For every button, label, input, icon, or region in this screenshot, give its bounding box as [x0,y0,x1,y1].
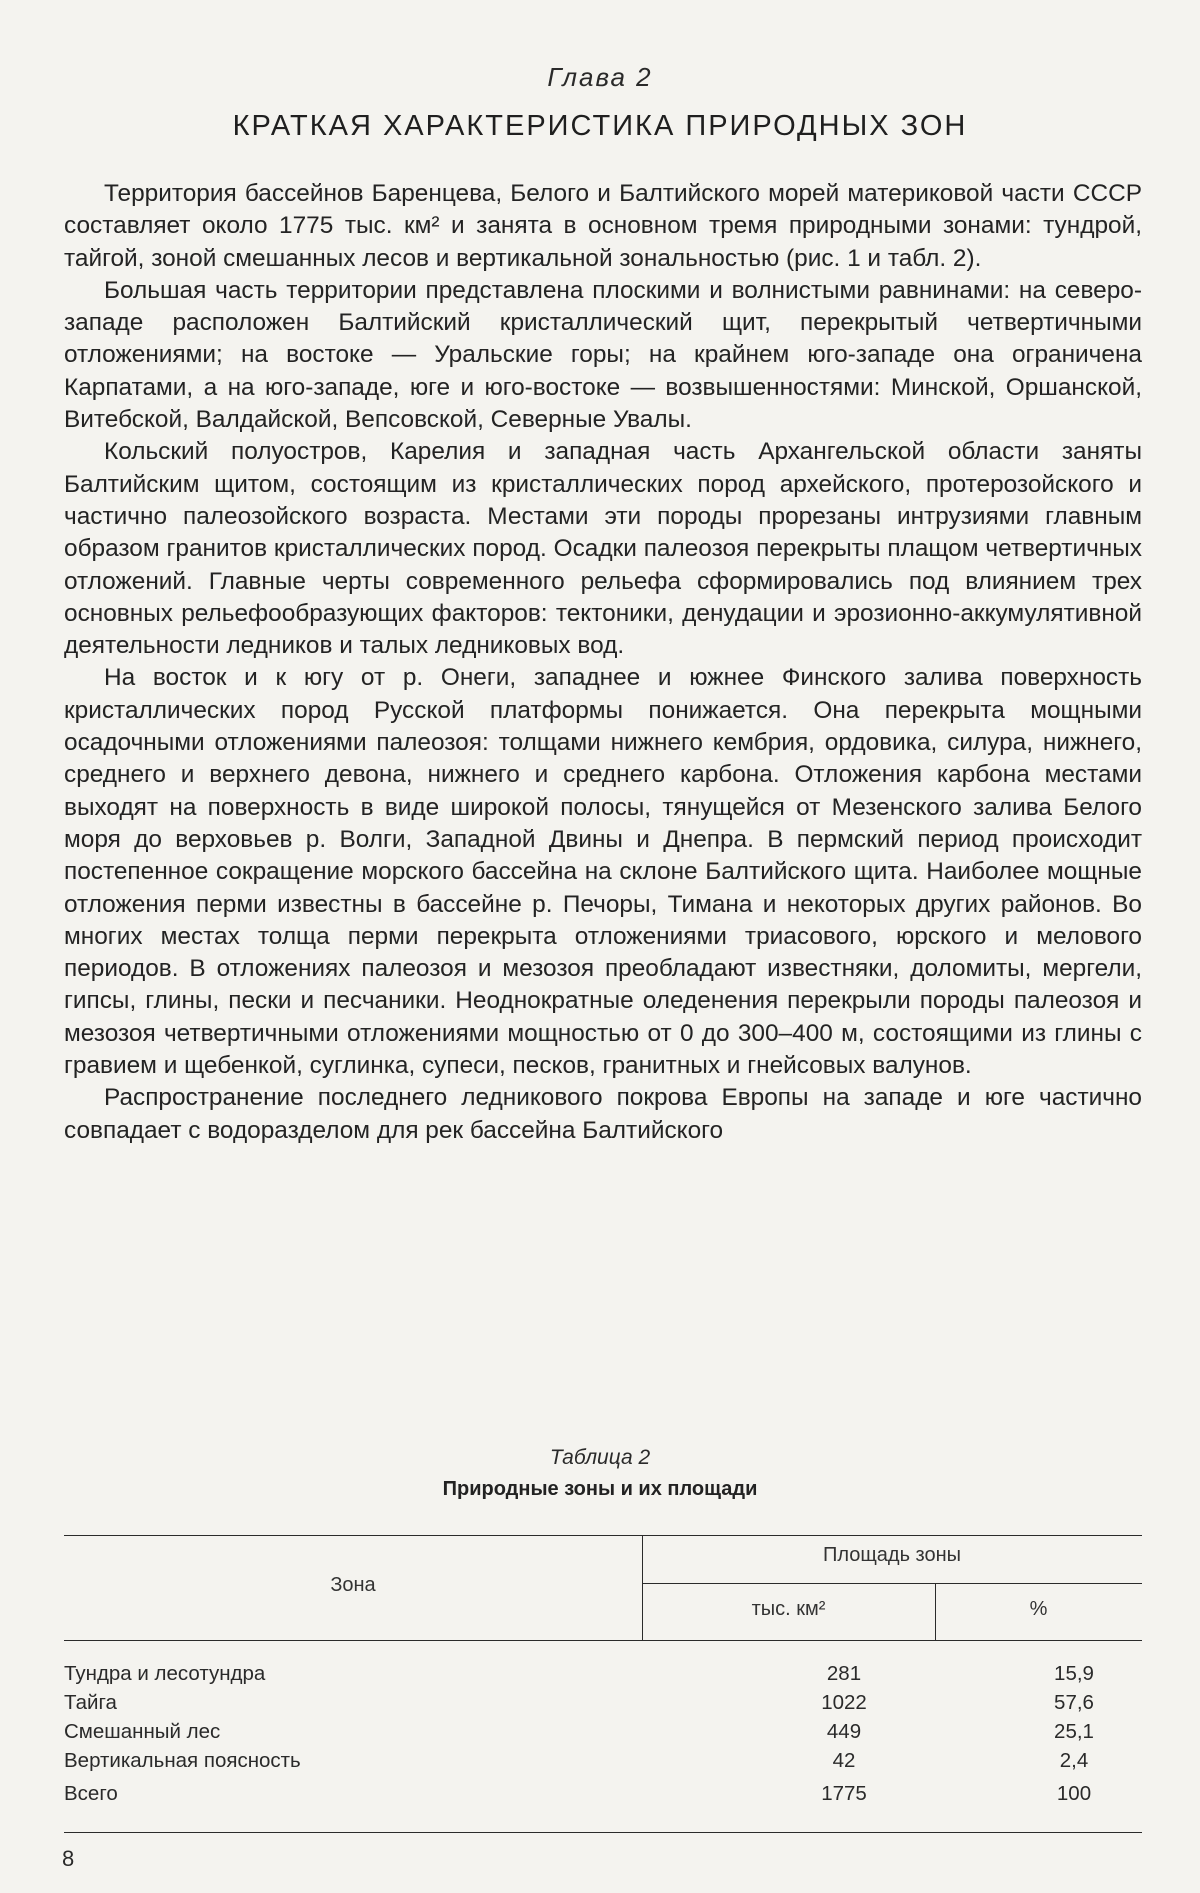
cell-percent: 57,6 [1054,1691,1094,1714]
cell-area: 1775 [821,1782,867,1805]
cell-area: 1022 [821,1691,867,1714]
cell-percent: 15,9 [1054,1662,1094,1685]
cell-zone: Тайга [64,1691,117,1714]
header-percent: % [1029,1598,1048,1620]
table-row [64,1749,1142,1778]
table-caption: Таблица 2 [549,1446,651,1469]
header-area-group: Площадь зоны [822,1544,962,1566]
cell-zone: Всего [64,1782,118,1805]
page-number: 8 [62,1846,75,1871]
cell-percent: 2,4 [1059,1749,1089,1772]
table-title: Природные зоны и их площади [442,1478,758,1500]
cell-percent: 100 [1056,1782,1092,1805]
paragraph: На восток и к югу от р. Онеги, западнее и южнее Финского залива поверхность кристаллических пород Русской платформы понижается. Она перекрыта мощными осадочными отложениями палеозоя: толщами нижнего кембрия, ордовика, силура, нижнего, среднего и верхнего девона, нижнего и среднего карбона. Отложения карбона местами выходят на поверхность в виде широкой полосы, тянущейся от Мезенского залива Белого моря до верховьев р. Волги, Западной Двины и Днепра. В пермский период происходит постепенное сокращение морского бассейна на склоне Балтийского щита. Наиболее мощные отложения перми известны в бассейне р. Печоры, Тимана и некоторых других районов. Во многих местах толща перми перекрыта отложениями триасового, юрского и мелового периодов. В отложениях палеозоя и мезозоя преобладают известняки, доломиты, мергели, гипсы, глины, пески и песчаники. Неоднократные оледенения перекрыли породы палеозоя и мезозоя четвертичными отложениями мощностью от 0 до 300–400 м, состоящими из глины с гравием и щебенкой, суглинка, супеси, песков, гранитных и гнейсовых валунов. [64,664,1142,1080]
table-group-rule [642,1583,1142,1584]
table-row-total [64,1782,1142,1811]
table-top-rule [64,1535,1142,1536]
cell-zone: Смешанный лес [64,1720,221,1743]
paragraph: Большая часть территории представлена плоскими и волнистыми равнинами: на северо-западе расположен Балтийский кристаллический щит, перекрытый четвертичными отложениями; на востоке — Уральские горы; на крайнем юго-западе она ограничена Карпатами, а на юго-западе, юге и юго-востоке — возвышенностями: Минской, Оршанской, Витебской, Валдайской, Вепсовской, Северные Увалы. [64,276,1142,434]
cell-area: 449 [826,1720,862,1743]
chapter-label: Глава 2 [547,62,653,92]
table-row [64,1662,1142,1691]
paragraph: Распространение последнего ледникового покрова Европы на западе и юге частично совпадает с водоразделом для рек бассейна Балтийского [64,1084,1142,1144]
paragraph: Кольский полуостров, Карелия и западная часть Архангельской области заняты Балтийским щитом, состоящим из кристаллических пород архейского, протерозойского и частично палеозойского возраста. Местами эти породы прорезаны интрузиями главным образом гранитов кристаллических пород. Осадки палеозоя перекрыты плащом четвертичных отложений. Главные черты современного рельефа сформировались под влиянием трех основных рельефообразующих факторов: тектоники, денудации и эрозионно-аккумулятивной деятельности ледников и талых ледниковых вод. [64,438,1142,660]
cell-zone: Вертикальная поясность [64,1749,301,1772]
body-text [64,178,1142,1147]
header-area-unit: тыс. км² [751,1598,826,1620]
table-header-rule [64,1640,1142,1641]
table-bottom-rule [64,1832,1142,1833]
header-zone: Зона [330,1574,376,1596]
paragraph: Территория бассейнов Баренцева, Белого и Балтийского морей материковой части СССР составляет около 1775 тыс. км² и занята в основном тремя природными зонами: тундрой, тайгой, зоной смешанных лесов и вертикальной зональностью (рис. 1 и табл. 2). [64,180,1142,272]
table-row [64,1720,1142,1749]
cell-percent: 25,1 [1054,1720,1094,1743]
cell-area: 42 [832,1749,856,1772]
chapter-title: КРАТКАЯ ХАРАКТЕРИСТИКА ПРИРОДНЫХ ЗОН [232,110,968,142]
cell-zone: Тундра и лесотундра [64,1662,266,1685]
table-row [64,1691,1142,1720]
cell-area: 281 [826,1662,862,1685]
